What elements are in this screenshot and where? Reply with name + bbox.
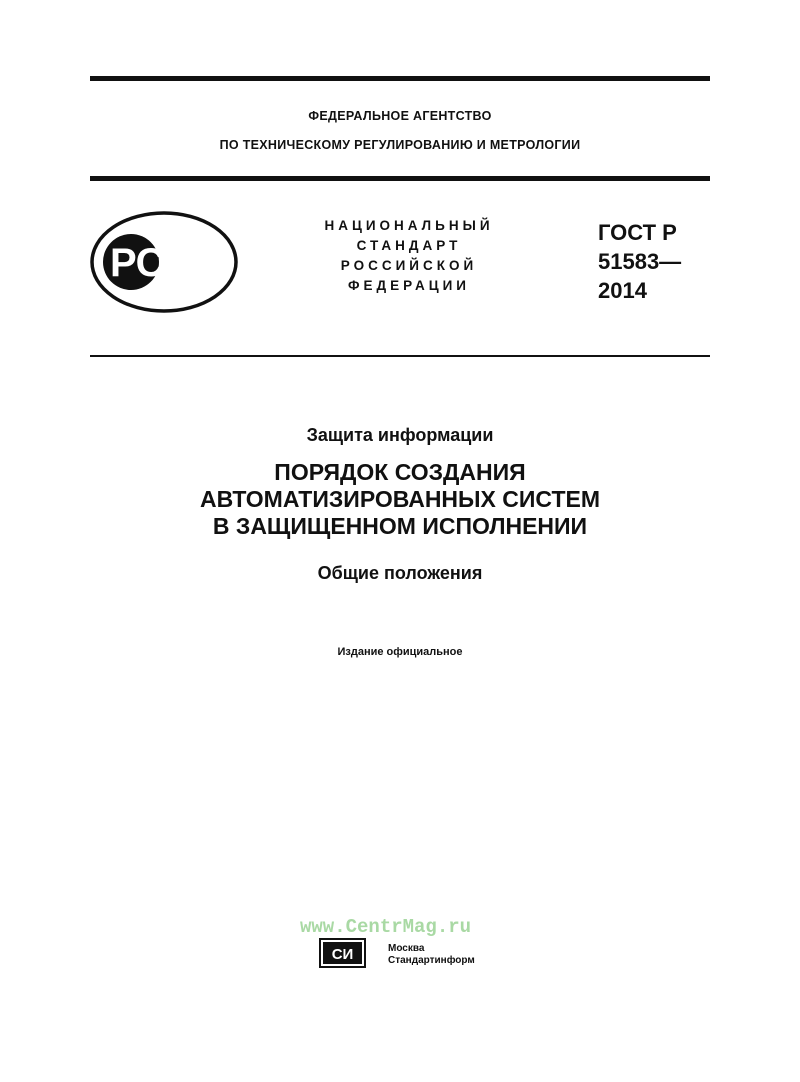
main-title-line-1: ПОРЯДОК СОЗДАНИЯ [274, 459, 526, 485]
watermark: www.CentrMag.ru [300, 916, 472, 938]
standard-type-line-1: НАЦИОНАЛЬНЫЙ [324, 218, 494, 233]
middle-rule [90, 176, 710, 181]
emblem-text: РСТ [109, 241, 189, 285]
standard-type-line-2: СТАНДАРТ [356, 238, 462, 253]
gost-designation-line-2: 51583— [598, 249, 682, 274]
agency-line-2: ПО ТЕХНИЧЕСКОМУ РЕГУЛИРОВАНИЮ И МЕТРОЛОГИИ [219, 138, 581, 152]
standard-type-line-3: РОССИЙСКОЙ [340, 258, 478, 273]
standartinform-logo-icon [319, 938, 366, 968]
edition-note: Издание официальное [337, 646, 463, 658]
publisher-name: Стандартинформ [388, 955, 475, 966]
main-title-line-2: АВТОМАТИЗИРОВАННЫХ СИСТЕМ [199, 486, 601, 512]
subtitle: Общие положения [317, 563, 483, 583]
top-rule [90, 76, 710, 81]
main-title-line-3: В ЗАЩИЩЕННОМ ИСПОЛНЕНИИ [212, 513, 588, 539]
rst-emblem-icon [89, 210, 239, 314]
subject-heading: Защита информации [306, 425, 494, 445]
publisher-logo-text: СИ [331, 946, 354, 963]
gost-designation-line-3: 2014 [598, 278, 647, 303]
standard-type-line-4: ФЕДЕРАЦИИ [348, 278, 470, 293]
gost-designation-line-1: ГОСТ Р [598, 220, 677, 245]
lower-rule [90, 355, 710, 357]
agency-line-1: ФЕДЕРАЛЬНОЕ АГЕНТСТВО [308, 109, 492, 123]
publisher-city: Москва [388, 943, 425, 954]
